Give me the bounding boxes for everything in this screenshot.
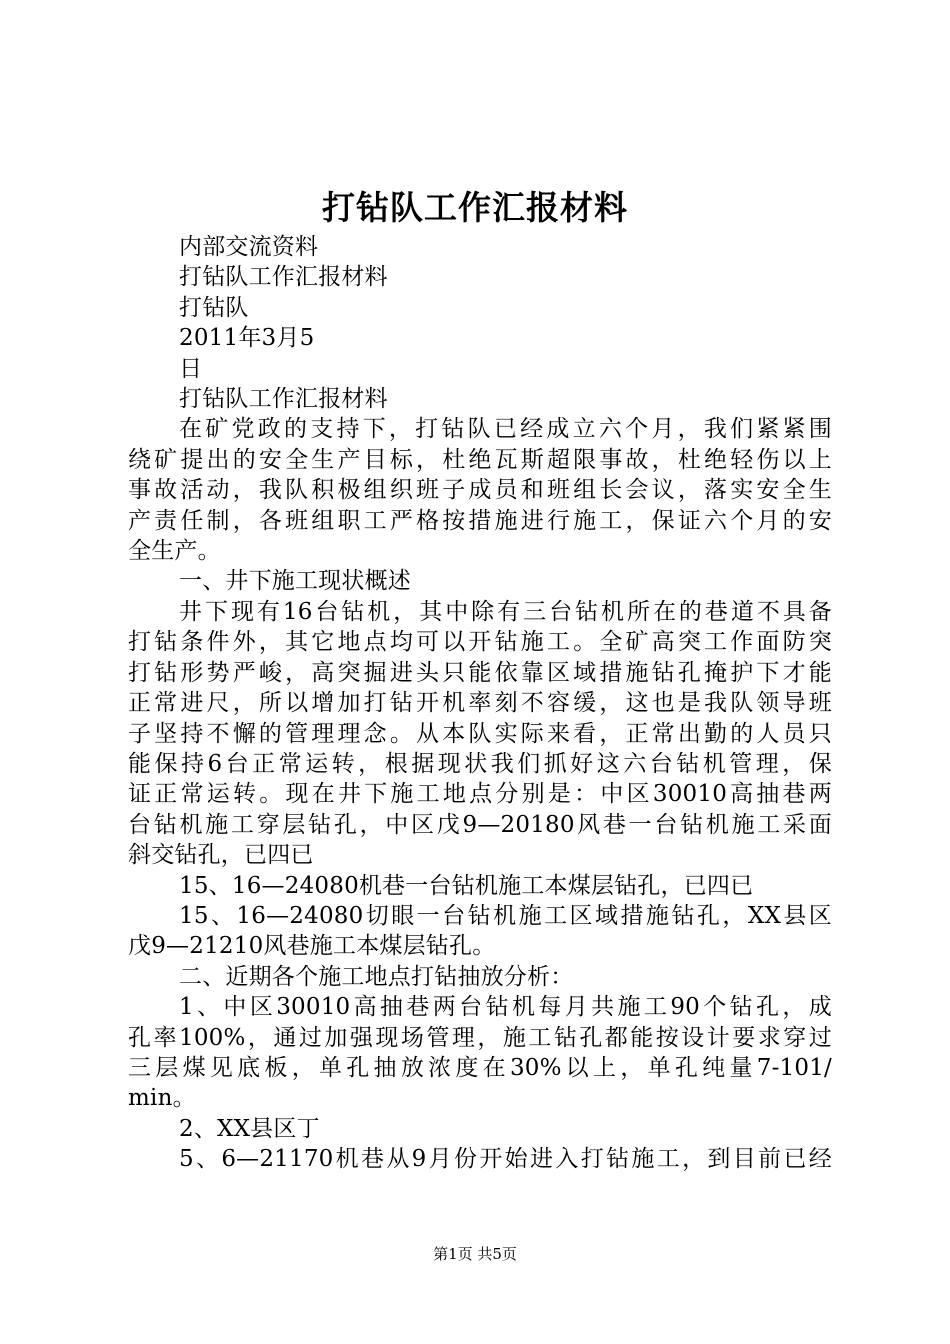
text-line: 5、6—21170机巷从9月份开始进入打钻施工，到目前已经 [179, 1146, 832, 1173]
document-title: 打钻队工作汇报材料 [322, 188, 628, 227]
text-line: 在矿党政的支持下，打钻队已经成立六个月，我们紧紧围 [179, 416, 832, 443]
text-line: 打钻形势严峻，高突掘进头只能依靠区域措施钻孔掩护下才能 [128, 659, 832, 686]
text-line: 正常进尺，所以增加打钻开机率刻不容缓，这也是我队领导班 [128, 690, 832, 717]
text-line: 15、16—24080机巷一台钻机施工本煤层钻孔，已四已 [179, 872, 754, 899]
text-line: 绕矿提出的安全生产目标，杜绝瓦斯超限事故，杜绝轻伤以上 [128, 446, 832, 473]
text-line: 台钻机施工穿层钻孔，中区戊9—20180风巷一台钻机施工采面 [128, 811, 832, 838]
text-line: 二、近期各个施工地点打钻抽放分析： [179, 963, 574, 990]
text-line: min。 [128, 1085, 196, 1112]
text-line: 打钻队 [179, 294, 249, 321]
text-line: 日 [179, 355, 203, 382]
text-line: 2011年3月5 [179, 325, 315, 352]
text-line: 事故活动，我队积极组织班子成员和班组长会议，落实安全生 [128, 477, 832, 504]
text-line: 1、中区30010高抽巷两台钻机每月共施工90个钻孔，成 [179, 994, 832, 1021]
text-line: 能保持6台正常运转，根据现状我们抓好这六台钻机管理，保 [128, 750, 832, 777]
text-line: 斜交钻孔，已四已 [128, 842, 314, 869]
text-line: 打钻队工作汇报材料 [179, 386, 388, 413]
text-line: 全生产。 [128, 538, 221, 565]
document-body [128, 232, 832, 1175]
text-line: 证正常运转。现在井下施工地点分别是：中区30010高抽巷两 [128, 781, 832, 808]
text-line: 三层煤见底板，单孔抽放浓度在30%以上，单孔纯量7-101/ [128, 1054, 832, 1081]
text-line: 打钻队工作汇报材料 [179, 264, 388, 291]
page-footer: 第1页 共5页 [433, 1245, 517, 1263]
text-line: 产责任制，各班组职工严格按措施进行施工，保证六个月的安 [128, 507, 832, 534]
text-line: 井下现有16台钻机，其中除有三台钻机所在的巷道不具备 [179, 598, 832, 625]
text-line: 15、16—24080切眼一台钻机施工区域措施钻孔，XX县区 [179, 902, 832, 929]
text-line: 2、XX县区丁 [179, 1115, 320, 1142]
text-line: 一、井下施工现状概述 [179, 568, 411, 595]
text-line: 内部交流资料 [179, 234, 319, 260]
text-line: 打钻条件外，其它地点均可以开钻施工。全矿高突工作面防突 [128, 629, 832, 656]
text-line: 子坚持不懈的管理理念。从本队实际来看，正常出勤的人员只 [128, 720, 832, 747]
text-line: 孔率100%，通过加强现场管理，施工钻孔都能按设计要求穿过 [128, 1024, 832, 1051]
text-line: 戊9—21210风巷施工本煤层钻孔。 [128, 933, 496, 960]
